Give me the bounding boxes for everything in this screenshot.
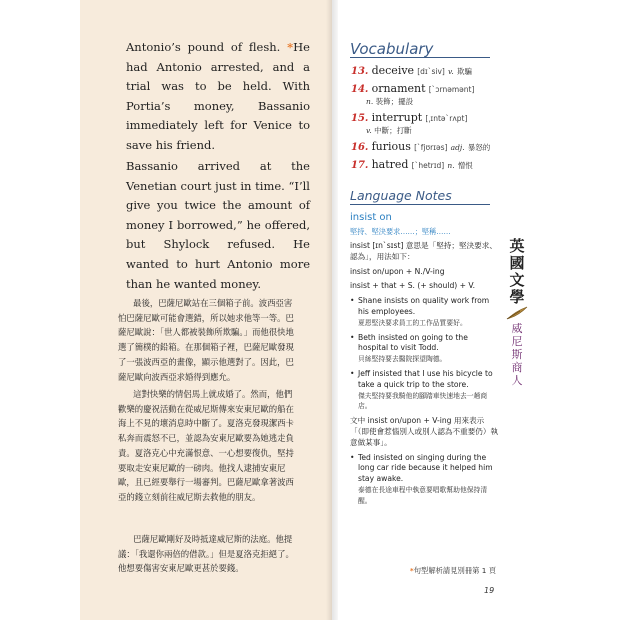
vocabulary-list bbox=[351, 64, 503, 176]
translation-paragraph-2: 這對快樂的情侶馬上就成婚了。然而，他們歡樂的慶祝活動在從威尼斯傳來安東尼歐的船在海上不見的壞消息時中斷了。夏洛克發現潔西卡私奔而震怒不已，並認為安東尼歐要為她逃走負責。夏洛克心中充滿恨意、一心想要復仇，堅持要取走安東尼歐的一磅肉。他找人逮捕安東尼歐，且已經要舉行一場審判。巴薩尼歐拿著波西亞的錢立刻前往威尼斯去救他的朋友。 bbox=[118, 389, 294, 502]
example-translation: 泰德在長途車程中執意要唱歌幫助他保持清醒。 bbox=[358, 485, 488, 505]
vocab-word: ornament bbox=[371, 82, 426, 95]
bullet-icon: • bbox=[350, 452, 355, 462]
vocab-part-of-speech: n. bbox=[447, 161, 455, 170]
vocab-item bbox=[351, 158, 503, 172]
sentence-analysis-star-icon: * bbox=[287, 40, 294, 54]
vocab-part-of-speech: v. bbox=[448, 67, 454, 76]
vocab-pronunciation: [ˋɔrnəmənt] bbox=[428, 85, 475, 94]
vocab-part-of-speech: adj. bbox=[450, 143, 465, 152]
vocab-number: 15. bbox=[351, 113, 369, 124]
story-paragraph-2 bbox=[126, 157, 310, 294]
vocab-part-of-speech: v. bbox=[366, 126, 372, 135]
language-notes-body bbox=[350, 241, 500, 511]
vocab-number: 13. bbox=[351, 66, 369, 77]
notes-intro: insist [ɪnˋsɪst] 意思是「堅持；堅決要求、認為」，用法如下： bbox=[350, 241, 497, 261]
example-translation: 傑夫堅持要我騎他的腳踏車快速地去一趟商店。 bbox=[358, 391, 488, 411]
vocab-meaning: 欺騙 bbox=[456, 67, 472, 76]
quill-icon bbox=[506, 306, 528, 320]
vocab-meaning: 暴怒的 bbox=[467, 143, 491, 152]
vocab-word: furious bbox=[371, 140, 411, 153]
story-paragraph-1 bbox=[126, 38, 310, 156]
vocab-number: 17. bbox=[351, 160, 369, 171]
vocab-number: 16. bbox=[351, 142, 369, 153]
vocab-item bbox=[351, 64, 503, 78]
story-text: He had Antonio arrested, and a trial was to be held. With Portia’s money, Bassanio immediately left for Venice to save his friend. bbox=[126, 40, 310, 152]
notes-example bbox=[350, 296, 500, 328]
vocab-part-of-speech: n. bbox=[366, 97, 374, 106]
notes-example bbox=[350, 369, 500, 412]
vocabulary-heading: Vocabulary bbox=[350, 40, 434, 58]
bullet-icon: • bbox=[350, 296, 355, 306]
notes-example-list bbox=[350, 296, 500, 412]
book-gutter-shadow bbox=[326, 0, 338, 620]
vocab-pronunciation: [ˋfjʊrɪəs] bbox=[414, 143, 448, 152]
footnote-text: 句型解析請見別冊第 1 頁 bbox=[413, 566, 496, 575]
vocab-pronunciation: [͵ɪntəˋrʌpt] bbox=[425, 114, 468, 123]
story-text: Antonio’s pound of flesh. bbox=[126, 40, 288, 54]
translation-paragraph-1: 最後，巴薩尼歐站在三個箱子前。波西亞害怕巴薩尼歐可能會選錯，所以她求他等一等。巴薩尼歐說：「世人都被裝飾所欺騙。」而他很快地選了簡樸的鉛箱。在那個箱子裡，巴薩尼歐發現了一張波西亞的畫像，顯示他選對了。因此，巴薩尼歐向波西亞求婚得到應允。 bbox=[118, 298, 294, 382]
vocab-pronunciation: [ˋhetrɪd] bbox=[411, 161, 445, 170]
notes-phrase-meaning: 堅持、堅決要求……；堅稱…… bbox=[350, 227, 451, 236]
bullet-icon: • bbox=[350, 368, 355, 378]
page-number: 19 bbox=[484, 586, 495, 595]
vocab-item bbox=[351, 111, 503, 136]
bullet-icon: • bbox=[350, 332, 355, 342]
notes-usage: 文中 insist on/upon + V-ing 用來表示「（即使會惹惱別人或別人認為不重要仍）執意做某事」。 bbox=[350, 416, 499, 447]
vocab-number: 14. bbox=[351, 84, 369, 95]
language-notes-heading: Language Notes bbox=[350, 188, 452, 203]
notes-pattern: insist on/upon + N./V-ing bbox=[350, 266, 445, 276]
language-notes-divider bbox=[350, 204, 490, 205]
vocab-meaning: 裝飾；擺設 bbox=[375, 97, 414, 106]
example-translation: 貝絲堅持要去醫院探望陶德。 bbox=[358, 355, 447, 364]
footnote bbox=[350, 566, 496, 576]
example-translation: 夏恩堅決要求員工的工作品質要好。 bbox=[358, 318, 467, 327]
example-english: Jeff insisted that I use his bicycle to take a quick trip to the store. bbox=[358, 368, 493, 389]
vocab-pronunciation: [dɪˋsiv] bbox=[417, 67, 445, 76]
notes-example-list bbox=[350, 453, 500, 507]
notes-pattern: insist + that + S. (+ should) + V. bbox=[350, 281, 476, 291]
section-title: 英國文學 bbox=[509, 237, 525, 306]
vocab-word: deceive bbox=[371, 64, 415, 77]
vocab-word: hatred bbox=[371, 158, 409, 171]
example-english: Shane insists on quality work from his employees. bbox=[358, 296, 490, 316]
example-english: Ted insisted on singing during the long car ride because it helped him stay awake. bbox=[358, 452, 493, 484]
vocab-meaning: 憎恨 bbox=[457, 161, 473, 170]
vocab-meaning: 中斷；打斷 bbox=[374, 126, 412, 135]
translation-paragraph-3: 巴薩尼歐剛好及時抵達威尼斯的法庭。他提議：「我還你兩倍的借款。」但是夏洛克拒絕了。他想要傷害安東尼歐更甚於要錢。 bbox=[118, 534, 294, 574]
notes-phrase: insist on bbox=[350, 212, 392, 223]
notes-example bbox=[350, 333, 500, 365]
vocab-word: interrupt bbox=[371, 111, 423, 124]
notes-example bbox=[350, 453, 500, 507]
footnote-star-icon: * bbox=[409, 566, 414, 575]
story-text: Bassanio arrived at the Venetian court just in time. “I’ll give you twice the amount of money I borrowed,” he offered, but Shylock refused. He wanted to hurt Antonio more than he wanted money. bbox=[126, 159, 310, 291]
example-english: Beth insisted on going to the hospital to visit Todd. bbox=[358, 332, 468, 353]
vocab-item bbox=[351, 140, 503, 154]
vocabulary-divider bbox=[350, 57, 490, 58]
vocab-item bbox=[351, 82, 503, 107]
section-subtitle: 威尼斯商人 bbox=[511, 322, 523, 387]
